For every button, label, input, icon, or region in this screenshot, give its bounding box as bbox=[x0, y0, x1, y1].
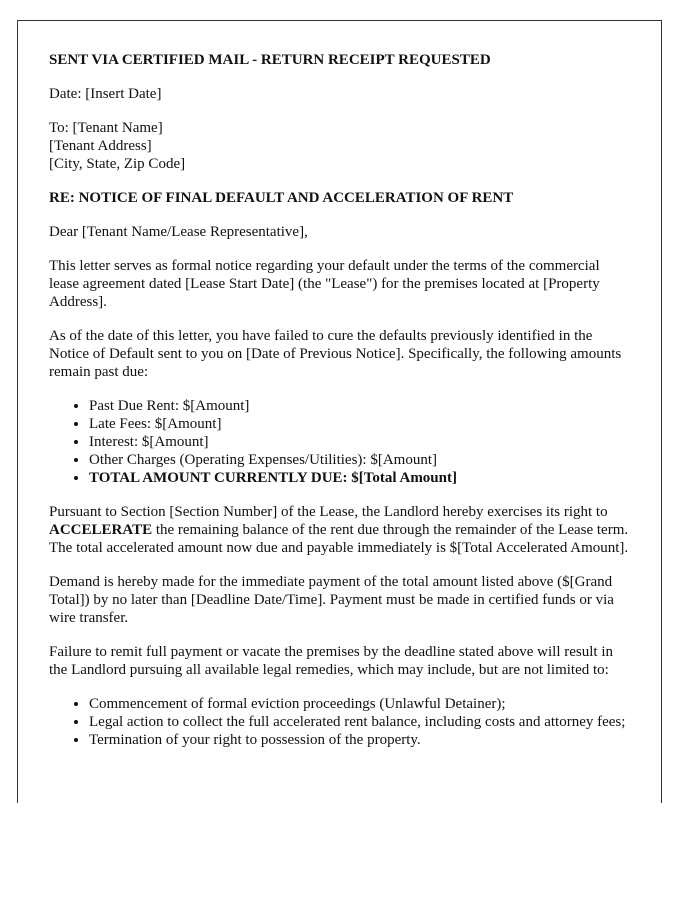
date-line: Date: [Insert Date] bbox=[49, 86, 162, 102]
acceleration-emphasis: ACCELERATE bbox=[49, 522, 153, 538]
amount-item-late-fees: • Late Fees: $[Amount] bbox=[89, 415, 630, 433]
recipient-address: [Tenant Address] bbox=[49, 138, 152, 154]
letter-document bbox=[17, 20, 662, 803]
paragraph-defaults: As of the date of this letter, you have failed to cure the defaults previously identified in the Notice of Default sent to you on [Date of Previous Notice]. Specifically, the following amounts remain past due: bbox=[49, 328, 622, 380]
paragraph-notice: This letter serves as formal notice regarding your default under the terms of the commercial lease agreement dated [Lease Start Date] (the "Lease") for the premises located at [Property Address]. bbox=[49, 258, 600, 310]
amount-item-past-due-rent: • Past Due Rent: $[Amount] bbox=[89, 397, 630, 415]
amount-item-other-charges: • Other Charges (Operating Expenses/Utilities): $[Amount] bbox=[89, 451, 630, 469]
amounts-list bbox=[49, 397, 630, 487]
mail-header: SENT VIA CERTIFIED MAIL - RETURN RECEIPT REQUESTED bbox=[49, 52, 491, 68]
remedy-item-legal-action: • Legal action to collect the full accelerated rent balance, including costs and attorney fees; bbox=[89, 713, 630, 731]
salutation: Dear [Tenant Name/Lease Representative], bbox=[49, 224, 308, 240]
acceleration-text-after: the remaining balance of the rent due through the remainder of the Lease term. The total accelerated amount now due and payable immediately is $[Total Accelerated Amount]. bbox=[49, 522, 629, 556]
paragraph-consequences: Failure to remit full payment or vacate the premises by the deadline stated above will result in the Landlord pursuing all available legal remedies, which may include, but are not limited to: bbox=[49, 644, 613, 678]
acceleration-text-before: Pursuant to Section [Section Number] of the Lease, the Landlord hereby exercises its right to bbox=[49, 504, 608, 520]
amount-item-interest: • Interest: $[Amount] bbox=[89, 433, 630, 451]
amount-item-total-due: • TOTAL AMOUNT CURRENTLY DUE: $[Total Amount] bbox=[89, 469, 630, 487]
paragraph-demand: Demand is hereby made for the immediate payment of the total amount listed above ($[Grand Total]) by no later than [Deadline Date/Time]. Payment must be made in certified funds or via wire transfer. bbox=[49, 574, 614, 626]
recipient-name: To: [Tenant Name] bbox=[49, 120, 163, 136]
paragraph-acceleration bbox=[49, 503, 630, 557]
recipient-city: [City, State, Zip Code] bbox=[49, 156, 186, 172]
remedy-item-eviction: • Commencement of formal eviction proceedings (Unlawful Detainer); bbox=[89, 695, 630, 713]
remedies-list bbox=[49, 695, 630, 749]
subject-line: RE: NOTICE OF FINAL DEFAULT AND ACCELERATION OF RENT bbox=[49, 190, 514, 206]
recipient-block bbox=[49, 119, 630, 173]
remedy-item-termination: • Termination of your right to possession of the property. bbox=[89, 731, 630, 749]
